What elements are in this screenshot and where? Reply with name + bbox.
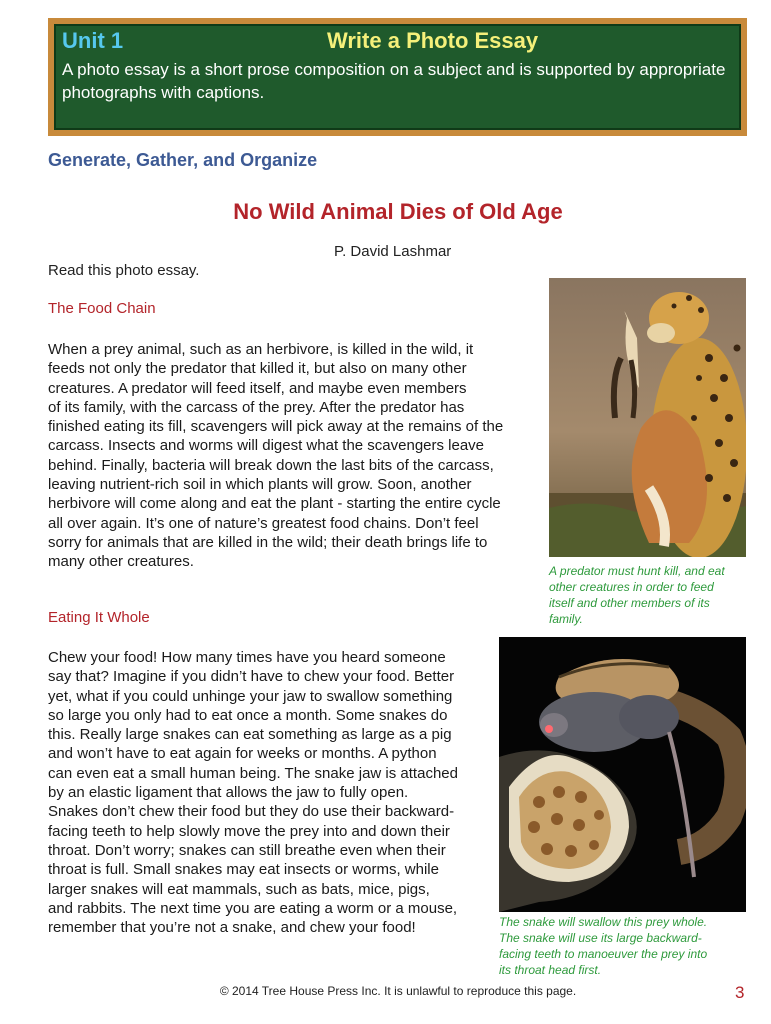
text-line: and won’t have to eat again for weeks or months. A python: [48, 745, 437, 763]
unit-label: Unit 1: [62, 28, 124, 53]
caption-line: itself and other members of its: [549, 596, 710, 610]
page-number: 3: [735, 983, 745, 1002]
cheetah-caption: [549, 563, 725, 627]
text-line: say that? Imagine if you didn’t have to chew your food. Better: [48, 668, 455, 686]
text-line: herbivore will come along and eat the plant - starting the entire cycle: [48, 495, 501, 513]
text-line: Chew your food! How many times have you heard someone: [48, 649, 446, 666]
text-line: Snakes don’t chew their food but they do use their backward-: [48, 803, 455, 821]
caption-line: A predator must hunt kill, and eat: [549, 564, 725, 578]
banner-description: A photo essay is a short prose composition on a subject and is supported by appropriate photographs with captions.: [62, 60, 726, 102]
section-heading: Generate, Gather, and Organize: [48, 150, 318, 170]
eating-whole-heading: Eating It Whole: [48, 609, 150, 626]
text-line: feeds not only the predator that killed it, but also on many other: [48, 360, 467, 378]
text-line: finished eating its fill, scavengers will pick away at the remains of the: [48, 418, 504, 436]
food-chain-paragraph: [48, 340, 503, 572]
snake-caption: [499, 914, 707, 978]
copyright-footer: © 2014 Tree House Press Inc. It is unlawful to reproduce this page.: [219, 984, 577, 998]
author-name: P. David Lashmar: [334, 243, 452, 260]
eating-whole-paragraph: [48, 648, 458, 937]
snake-photo: [499, 637, 746, 912]
text-line: of its family, with the carcass of the prey. After the predator has: [48, 398, 465, 416]
food-chain-heading: The Food Chain: [48, 300, 156, 317]
text-line: throat is full. Small snakes may eat insects or worms, while: [48, 861, 439, 879]
text-line: facing teeth to help slowly move the prey into and down their: [48, 822, 450, 840]
text-line: by an elastic ligament that allows the jaw to fully open.: [48, 784, 409, 802]
text-line: so large you only had to eat once a month. Some snakes do: [48, 706, 448, 724]
caption-line: its throat head first.: [499, 963, 602, 977]
caption-line: The snake will use its large backward-: [499, 931, 702, 945]
text-line: creatures. A predator will feed itself, and maybe even members: [48, 379, 467, 397]
text-line: throat. Don’t worry; snakes can still breathe even when their: [48, 841, 446, 859]
text-line: carcass. Insects and worms will digest what the scavengers leave: [48, 437, 485, 455]
banner-title: Write a Photo Essay: [327, 28, 539, 53]
intro-text: Read this photo essay.: [48, 262, 200, 279]
text-line: and rabbits. The next time you are eating a worm or a mouse,: [48, 899, 458, 917]
text-line: leaving nutrient-rich soil in which plants will grow. Soon, another: [48, 476, 472, 494]
text-line: can even eat a small human being. The snake jaw is attached: [48, 764, 458, 782]
text-line: this. Really large snakes can eat something as large as a pig: [48, 726, 452, 744]
caption-line: facing teeth to manoeuver the prey into: [499, 947, 708, 961]
text-line: sorry for animals that are killed in the wild; their death brings life to: [48, 533, 488, 551]
text-line: yet, what if you could unhinge your jaw to swallow something: [48, 687, 453, 705]
essay-title: No Wild Animal Dies of Old Age: [233, 199, 563, 224]
caption-line: The snake will swallow this prey whole.: [499, 915, 708, 929]
caption-line: other creatures in order to feed: [549, 580, 714, 594]
text-line: all over again. It’s one of nature’s greatest food chains. Don’t feel: [48, 514, 479, 532]
snake-illustration: [499, 637, 746, 912]
cheetah-illustration: [549, 278, 746, 557]
text-line: When a prey animal, such as an herbivore, is killed in the wild, it: [48, 341, 474, 358]
text-line: behind. Finally, bacteria will break down the last bits of the carcass,: [48, 456, 494, 474]
text-line: many other creatures.: [48, 553, 194, 571]
cheetah-photo: [549, 278, 746, 557]
text-line: larger snakes will eat mammals, such as bats, mice, pigs,: [48, 880, 430, 898]
caption-line: family.: [549, 612, 583, 626]
unit-banner: [48, 18, 747, 136]
text-line: remember that you’re not a snake, and chew your food!: [48, 919, 416, 937]
